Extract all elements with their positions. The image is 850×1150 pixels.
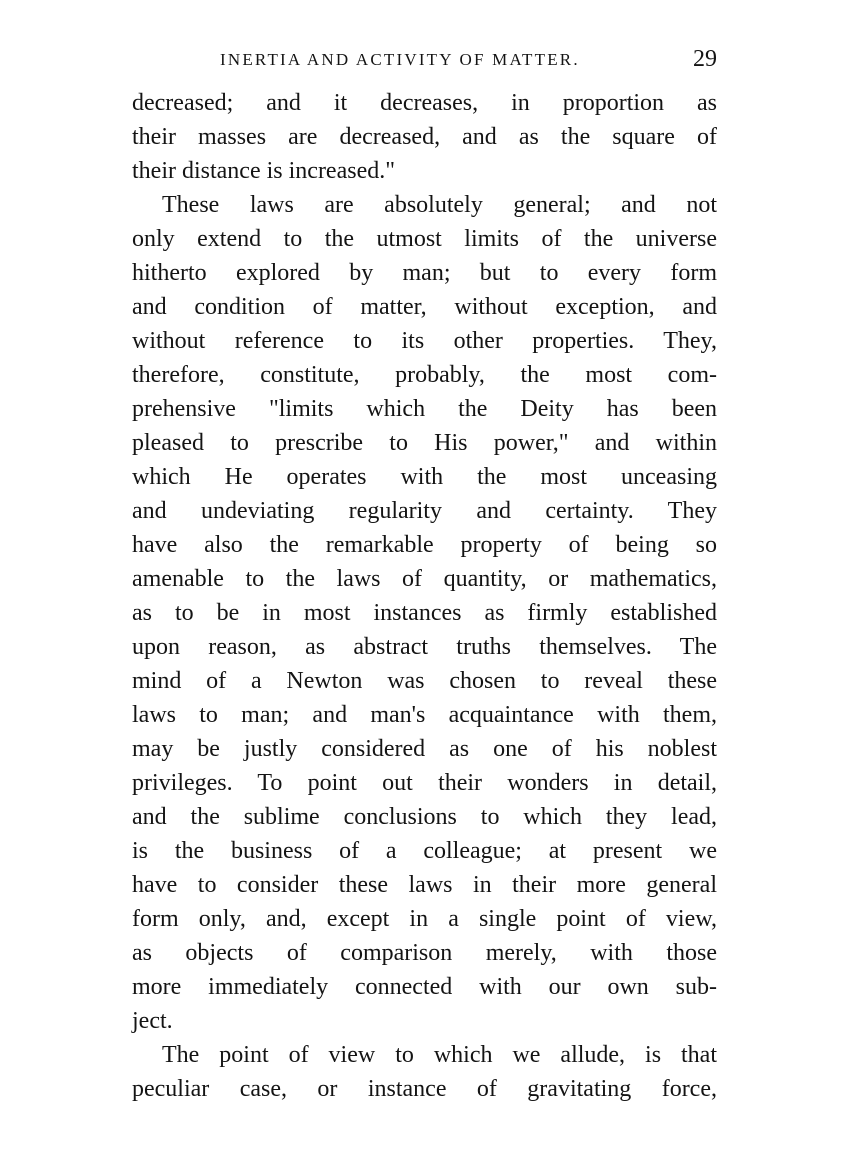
- text-line: ject.: [132, 1008, 173, 1034]
- text-line: form only, and, except in a single point of view,: [132, 906, 717, 932]
- text-line: without reference to its other properties. They,: [132, 328, 717, 354]
- text-line: more immediately connected with our own sub-: [132, 974, 717, 1000]
- text-line: as objects of comparison merely, with those: [132, 940, 717, 966]
- text-line: have also the remarkable property of being so: [132, 532, 717, 558]
- text-line: The point of view to which we allude, is that: [162, 1042, 717, 1068]
- text-line: hitherto explored by man; but to every form: [132, 260, 717, 286]
- text-line: their distance is increased.": [132, 158, 396, 184]
- text-line: upon reason, as abstract truths themselves. The: [132, 634, 717, 660]
- text-line: decreased; and it decreases, in proportion as: [132, 90, 717, 116]
- text-line: pleased to prescribe to His power," and within: [132, 430, 717, 456]
- page-number: 29: [693, 46, 717, 72]
- text-line: have to consider these laws in their more general: [132, 872, 717, 898]
- text-line: and the sublime conclusions to which they lead,: [132, 804, 717, 830]
- body-text: [132, 86, 717, 1106]
- text-line: prehensive "limits which the Deity has been: [132, 396, 717, 422]
- text-line: These laws are absolutely general; and not: [162, 192, 717, 218]
- text-line: and condition of matter, without exception, and: [132, 294, 717, 320]
- text-line: as to be in most instances as firmly established: [132, 600, 717, 626]
- text-line: laws to man; and man's acquaintance with them,: [132, 702, 717, 728]
- text-line: peculiar case, or instance of gravitating force,: [132, 1076, 717, 1102]
- text-line: mind of a Newton was chosen to reveal these: [132, 668, 717, 694]
- text-line: only extend to the utmost limits of the universe: [132, 226, 717, 252]
- text-line: therefore, constitute, probably, the most com-: [132, 362, 717, 388]
- running-head: INERTIA AND ACTIVITY OF MATTER.: [220, 50, 580, 69]
- text-line: may be justly considered as one of his noblest: [132, 736, 717, 762]
- text-line: privileges. To point out their wonders in detail,: [132, 770, 717, 796]
- text-line: which He operates with the most unceasing: [132, 464, 717, 490]
- text-line: their masses are decreased, and as the square of: [132, 124, 717, 150]
- page-header: [132, 46, 717, 76]
- text-line: is the business of a colleague; at present we: [132, 838, 717, 864]
- text-line: amenable to the laws of quantity, or mathematics,: [132, 566, 717, 592]
- text-line: and undeviating regularity and certainty. They: [132, 498, 717, 524]
